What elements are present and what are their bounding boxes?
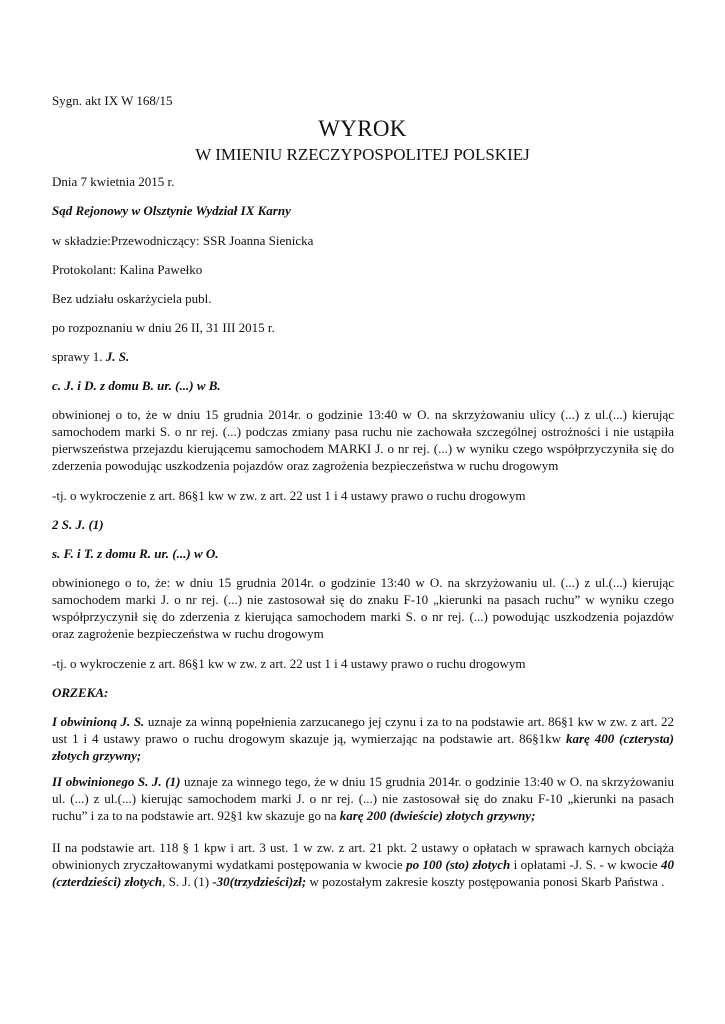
costs-amount-3: -30(trzydzieści)zł; xyxy=(212,874,307,889)
costs-text-3: , S. J. (1) xyxy=(162,874,213,889)
charge-1: obwinionej o to, że w dniu 15 grudnia 2014r. o godzinie 13:40 w O. na skrzyżowaniu ulicy (...) z ul.(...) kierując samochodem marki S. o nr rej. (...) podczas zmiany pasa ruchu nie zachowała szczególnej ostrożności i nie ustąpiła pierwszeństwa przejazdu kierującemu samochodem MARKI J. o nr rej. (...) w wyniku czego współprzyczyniła się do zderzenia powodując uszkodzenia pojazdów oraz zagrożenia bezpieczeństwa w ruchu drogowym xyxy=(52,407,674,473)
case-1-parents: c. J. i D. z domu B. ur. (...) w B. xyxy=(52,378,221,393)
costs-amount-2: 40 (czterdzieści) złotych xyxy=(52,857,674,889)
case-1-prefix: sprawy 1. xyxy=(52,349,106,364)
hearing-dates: po rozpoznaniu w dniu 26 II, 31 III 2015 r. xyxy=(52,320,275,335)
verdict-1 xyxy=(52,713,674,764)
case-1-name: J. S. xyxy=(105,349,130,364)
prosecutor-note: Bez udziału oskarżyciela publ. xyxy=(52,291,212,306)
verdict-1-lead: I obwinioną J. S. xyxy=(52,714,145,729)
verdict-1-penalty: karę 400 (czterysta) złotych grzywny; xyxy=(52,731,675,763)
verdict-2-lead: II obwinionego S. J. (1) xyxy=(52,774,181,789)
case-1-line xyxy=(52,348,674,365)
case-2-name: 2 S. J. (1) xyxy=(52,517,104,532)
verdict-subtitle: W IMIENIU RZECZYPOSPOLITEJ POLSKIEJ xyxy=(195,145,530,164)
case-2-parents: s. F. i T. z domu R. ur. (...) w O. xyxy=(52,546,219,561)
costs-text-4: w pozostałym zakresie koszty postępowania ponosi Skarb Państwa . xyxy=(306,874,665,889)
orzeka-heading: ORZEKA: xyxy=(52,685,109,700)
costs-text-1: II na podstawie art. 118 § 1 kpw i art. 3 ust. 1 w zw. z art. 21 pkt. 2 ustawy o opłatach w sprawach karnych obciąża obwinionych zryczałtowanymi wydatkami postępowania w kwocie xyxy=(52,840,674,872)
costs-amount-1: po 100 (sto) złotych xyxy=(406,857,511,872)
court-clerk: Protokolant: Kalina Pawełko xyxy=(52,262,203,277)
verdict-title: WYROK xyxy=(318,116,407,141)
costs-text-2: i opłatami -J. S. - w kwocie xyxy=(510,857,661,872)
court-composition: w składzie:Przewodniczący: SSR Joanna Sienicka xyxy=(52,233,314,248)
offense-1: -tj. o wykroczenie z art. 86§1 kw w zw. z art. 22 ust 1 i 4 ustawy prawo o ruchu drogowym xyxy=(52,488,526,503)
verdict-2-penalty: karę 200 (dwieście) złotych grzywny; xyxy=(339,808,536,823)
verdict-2 xyxy=(52,773,674,824)
case-signature: Sygn. akt IX W 168/15 xyxy=(52,93,173,108)
verdict-date: Dnia 7 kwietnia 2015 r. xyxy=(52,174,175,189)
charge-2: obwinionego o to, że: w dniu 15 grudnia 2014r. o godzinie 13:40 w O. na skrzyżowaniu ul. (...) z ul.(...) kierując samochodem marki J. o nr rej. (...) nie zastosował się do znaku F-10 „kierunki na pasach ruchu” w wyniku czego współprzyczynił się do zderzenia z kierująca samochodem marki S. o nr rej. (...) powodując uszkodzenia pojazdów oraz zagrożenie bezpieczeństwa w ruchu drogowym xyxy=(52,575,674,641)
offense-2: -tj. o wykroczenie z art. 86§1 kw w zw. z art. 22 ust 1 i 4 ustawy prawo o ruchu drogowym xyxy=(52,656,526,671)
verdict-2-text: uznaje za winnego tego, że w dniu 15 grudnia 2014r. o godzinie 13:40 w O. na skrzyżowaniu ul. (...) z ul.(...) kierując samochodem marki J. o nr rej. (...) nie zastosował się do znaku F-10 „kierunki na pasach ruchu” i za to na podstawie art. 92§1 kw skazuje go na xyxy=(52,774,674,823)
court-name: Sąd Rejonowy w Olsztynie Wydział IX Karny xyxy=(52,203,291,218)
verdict-1-text: uznaje za winną popełnienia zarzucanego jej czynu i za to na podstawie art. 86§1 kw w zw. z art. 22 ust 1 i 4 ustawy prawo o ruchu drogowym skazuje ją, wymierzając na podstawie art. 86§1kw xyxy=(52,714,674,746)
costs-paragraph xyxy=(52,839,674,890)
